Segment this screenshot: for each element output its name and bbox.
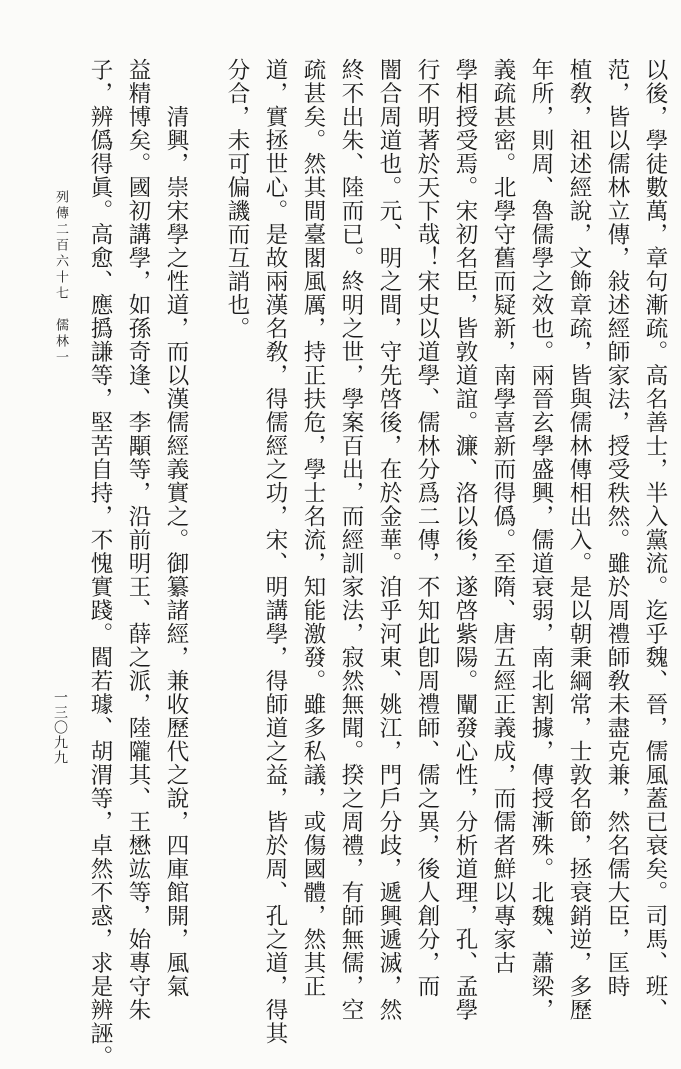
text-column-13: 清興，崇宋學之性道，而以漢儒經義實之。御纂諸經，兼收歷代之說，四庫館開，風氣	[163, 58, 189, 998]
text-column-14: 益精博矣。國初講學，如孫奇逢、李顒等，沿前明王、薛之派，陸隴其、王懋竑等，始專守朱	[125, 58, 151, 1022]
text-column-15: 子，辨僞得眞。高愈、應撝謙等，堅苦自持，不愧實踐。閻若璩、胡渭等，卓然不惑，求是辨誣。	[87, 58, 113, 1069]
text-column-6: 學相授受焉。宋初名臣，皆敦道誼。濂、洛以後，遂啓紫陽。闡發心性，分析道理，孔、孟學	[452, 58, 478, 1022]
text-column-10: 疏甚矣。然其間臺閣風厲，持正扶危，學士名流，知能激發。雖多私議，或傷國體，然其正	[300, 58, 326, 998]
text-column-11: 道，實拯世心。是故兩漢名敎，得儒經之功，宋、明講學，得師道之益，皆於周、孔之道，得其	[262, 58, 288, 1045]
text-column-7: 行不明著於天下哉！宋史以道學、儒林分爲二傳，不知此卽周禮師、儒之異，後人創分，而	[414, 58, 440, 998]
text-column-8: 闇合周道也。元、明之間，守先啓後，在於金華。洎乎河東、姚江，門戶分歧，遞興遞滅，然	[376, 58, 402, 1022]
chapter-label: 列傳二百六十七 儒林一	[53, 190, 68, 366]
text-column-2: 范，皆以儒林立傳，敍述經師家法，授受秩然。雖於周禮師敎未盡克兼，然名儒大臣，匡時	[604, 58, 630, 998]
text-column-12: 分合，未可偏譏而互誚也。	[224, 58, 250, 340]
text-column-4: 年所，則周、魯儒學之效也。兩晉玄學盛興，儒道衰弱，南北割據，傳授漸殊。北魏、蕭梁，	[528, 58, 554, 1022]
text-column-9: 終不出朱、陸而已。終明之世，學案百出，而經訓家法，寂然無聞。揆之周禮，有師無儒，空	[338, 58, 364, 1022]
page-number: 一三〇九九	[52, 690, 68, 765]
text-column-3: 植敎，祖述經說，文飾章疏，皆與儒林傳相出入。是以朝秉綱常，士敦名節，拯衰銷逆，多歷	[566, 58, 592, 1022]
text-column-5: 義疏甚密。北學守舊而疑新，南學喜新而得僞。至隋、唐五經正義成，而儒者鮮以專家古	[490, 58, 516, 975]
text-column-1: 以後，學徒數萬，章句漸疏。高名善士，半入黨流。迄乎魏、晉，儒風蓋已衰矣。司馬、班、	[642, 58, 668, 1022]
